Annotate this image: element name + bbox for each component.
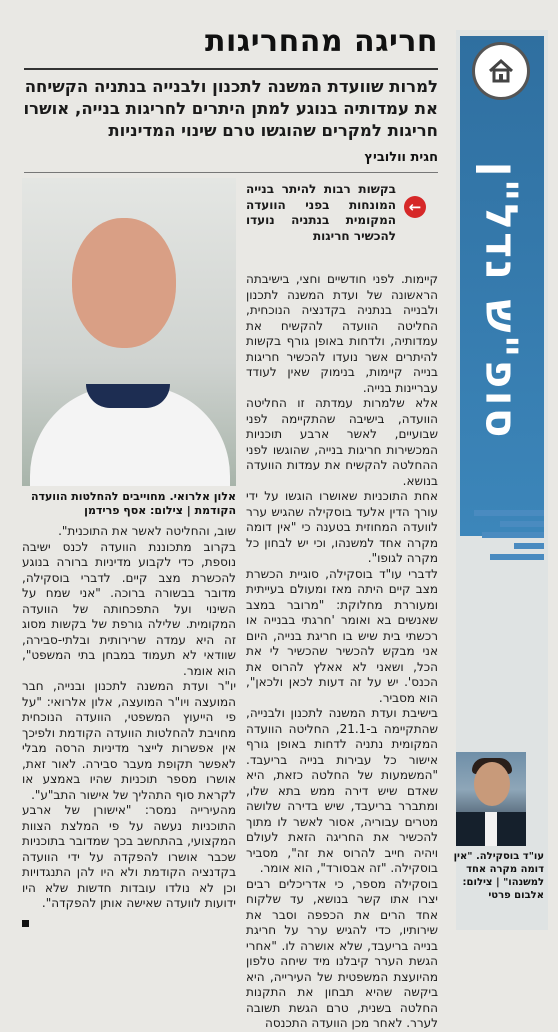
arrow-left-icon: ←: [404, 196, 426, 218]
official-photo: [22, 178, 236, 486]
article-column-left: שוב, והחליטה לאשר את התוכנית". בקרוב מתכוננת הוועדה לכנס ישיבה נוספת, כדי לקבוע מדיניות ברורה בנוגע להכשרת מצב קיים. לדברי בוסקילה, מדובר בבשורה ברוכה. "אני שמח על השינוי ועל התפכחותה של הוועדה המקומית. שלילה גורפת של בקשות מסוג זה היא עמדה שרירותית ובלתי-סבירה, שוודאי לא תעמוד במבחן בתי המשפט", הוא אומר. יו"ר ועדת המשנה לתכנון ובנייה, חבר המועצה ויו"ר המועצה, אלון אלרואי: "על פי הייעוץ המשפטי, הוועדה הנוכחית מחויבת להחלטות הוועדה הקודמת ולפיכך אין אפשרות לייצר מדיניות הרסה מבלי לאפשר תקופת מעבר סבירה. לאור זאת, אושרו מספר תוכניות שהיו באמצע או לקראת סוף התהליך של אישור התב"ע". מהעירייה נמסר: "אישורן של ארבע התוכניות נעשה על פי המלצת הצוות המקצועי, בהתחשב בכך שמדובר בתוכניות שכבר אושרו להפקדה על ידי הוועדה בקדנציה הקודמת ולא היו להן התנגדויות וכן לא נולדו עובדות חדשות שלא היו ידועות לוועדה שאישה אותן להפקדה".: [22, 524, 236, 910]
lawyer-photo-caption: עו"ד בוסקילה. "אין דומה מקרה אחד למשנהו" | צילום: אלבום פרטי: [453, 851, 544, 901]
headline-divider: [24, 68, 438, 70]
official-photo-caption: אלון אלרואי. מחוייבים להחלטות הוועדה הקודמת | צילום: אסף פרידמן: [30, 490, 236, 517]
byline-divider: [24, 172, 438, 173]
decorative-stripes: [460, 510, 544, 580]
section-label: סופ"ש נדל"ן: [475, 160, 527, 440]
article-subhead: למרות שוועדת המשנה לתכנון ולבנייה בנתניה הקשיחה את עמדותיה בנוגע למתן היתרים לחריגות בנייה, אושרו חריגות למקרים שהוגשו טרם שינוי המדיניות: [23, 77, 438, 140]
article-column-right: קיימות. לפני חודשיים וחצי, בישיבתה הראשונה של ועדת המשנה לתכנון ולבנייה בנתניה בקדנציה הנוכחית, החליטה הוועדה להקשיח את עמדותיה, ולדחות באופן גורף בקשות להיתרים אשר נועדו להכשיר חריגות בנייה קיימות, בנימוק שאין לעודד עבריינות בנייה. אלא שלמרות עמדתה זו החליטה הוועדה, בישיבה שהתקיימה לפני שבועיים, לאשר ארבע תוכניות המכשירות חריגות בנייה, שהוגשו לפני ההחלטה להקשיח את עמדות הוועדה בנושא. אחת התוכניות שאושרו הוגשו על ידי עורך הדין אלעד בוסקילה שהגיש ערר לוועדה המחוזית בטענה כי "אין דומה מקרה אחד למשנהו, וכי יש לבחון כל מקרה לגופו". לדברי עו"ד בוסקילה, סוגיית הכשרת מצב קיים היתה מאז ומעולם בעייתית ומעוררת מחלוקת: "מרובר במצב שאנשים בא ואומר 'חרגתי בבנייה או רכשתי בית שיש בו חריגת בנייה, היום אני מבקש להכשיר שהכשיר לי את הכל, ושאני לא אאלץ להרוס את הכנס'. יש על זה דעות לכאן ולכאן", הוא מסביר. בישיבת ועדת המשנה לתכנון ולבנייה, שהתקיימה ב-21.1, החליטה הוועדה המקומית נתניה לדחות באופן גורף אישור כל עבירות בנייה בריעבד. "המשמעות של החלטה כזאת, היא שאדם שיש דירה ממש בתא שלו, ומתברר בריעבד, שיש בדירה שלושה מטרים עבוריה, אסור לאשר לו מתוך להכשיר את החריגה הזאת לעולם ויהיה חייב להרוס את זה", מסביר בוסקילה. "זה אבסורד", הוא אומר. בוסקילה מספר, כי אדריכלים רבים יצרו אתו קשר בנושא, עד שלקוח אחד הרים את הכפפה וסבר את שירותיו, כדי להגיש ערר על חריגת בנייה בריעבד, שלא אושרה לו. "אחרי הגשת הערר קיבלנו מיד שיחה טלפון מהיועצת המשפטית של העירייה, היא ביקשה שהיא תבחון את התקנות החלטה בשנית, טרם הגשת תשובה לערר. לאחר מכן הוועדה התכנסה: [246, 272, 438, 1030]
article-lead-paragraph: בקשות רבות להיתר בנייה המונחות בפני הוועדה המקומית בנתניה נועדו להכשיר חריגות: [246, 182, 396, 243]
home-icon: [472, 42, 530, 100]
end-of-article-mark: [22, 920, 29, 927]
article-headline: חריגה מהחריגות: [205, 24, 438, 59]
article-byline: חגית וולוביץ: [364, 150, 438, 165]
lawyer-photo: [456, 752, 526, 846]
